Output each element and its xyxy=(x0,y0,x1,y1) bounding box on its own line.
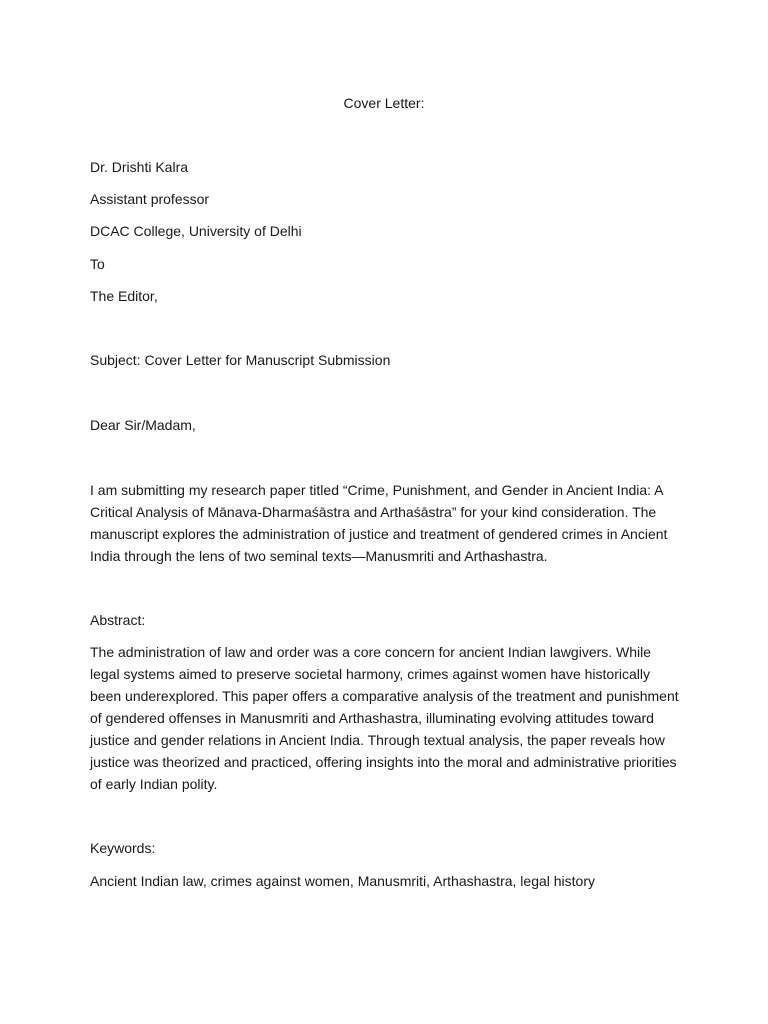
recipient-to: To xyxy=(90,256,105,272)
sender-institution: DCAC College, University of Delhi xyxy=(90,223,302,239)
subject-line: Subject: Cover Letter for Manuscript Submission xyxy=(90,352,391,368)
intro-paragraph: I am submitting my research paper titled “Crime, Punishment, and Gender in Ancient India: A Critical Analysis of Mānava-Dharmaśāstra and Arthaśāstra” for your kind consideration. The manuscript explores the administration of justice and treatment of gendered crimes in Ancient India through the lens of two seminal texts—Manusmriti and Arthashastra. xyxy=(90,482,668,564)
salutation: Dear Sir/Madam, xyxy=(90,417,196,433)
keywords-body: Ancient Indian law, crimes against women, Manusmriti, Arthashastra, legal history xyxy=(90,873,596,889)
keywords-heading: Keywords: xyxy=(90,840,156,856)
sender-name: Dr. Drishti Kalra xyxy=(90,159,189,175)
document-title: Cover Letter: xyxy=(343,95,425,111)
abstract-body: The administration of law and order was a core concern for ancient Indian lawgivers. While legal systems aimed to preserve societal harmony, crimes against women have historically been underexplored. This paper offers a comparative analysis of the treatment and punishment of gendered offenses in Manusmriti and Arthashastra, illuminating evolving attitudes toward justice and gender relations in Ancient India. Through textual analysis, the paper reveals how justice was theorized and practiced, offering insights into the moral and administrative priorities of early Indian polity. xyxy=(90,644,679,792)
recipient-addressee: The Editor, xyxy=(90,288,158,304)
sender-position: Assistant professor xyxy=(90,191,210,207)
abstract-heading: Abstract: xyxy=(90,612,146,628)
